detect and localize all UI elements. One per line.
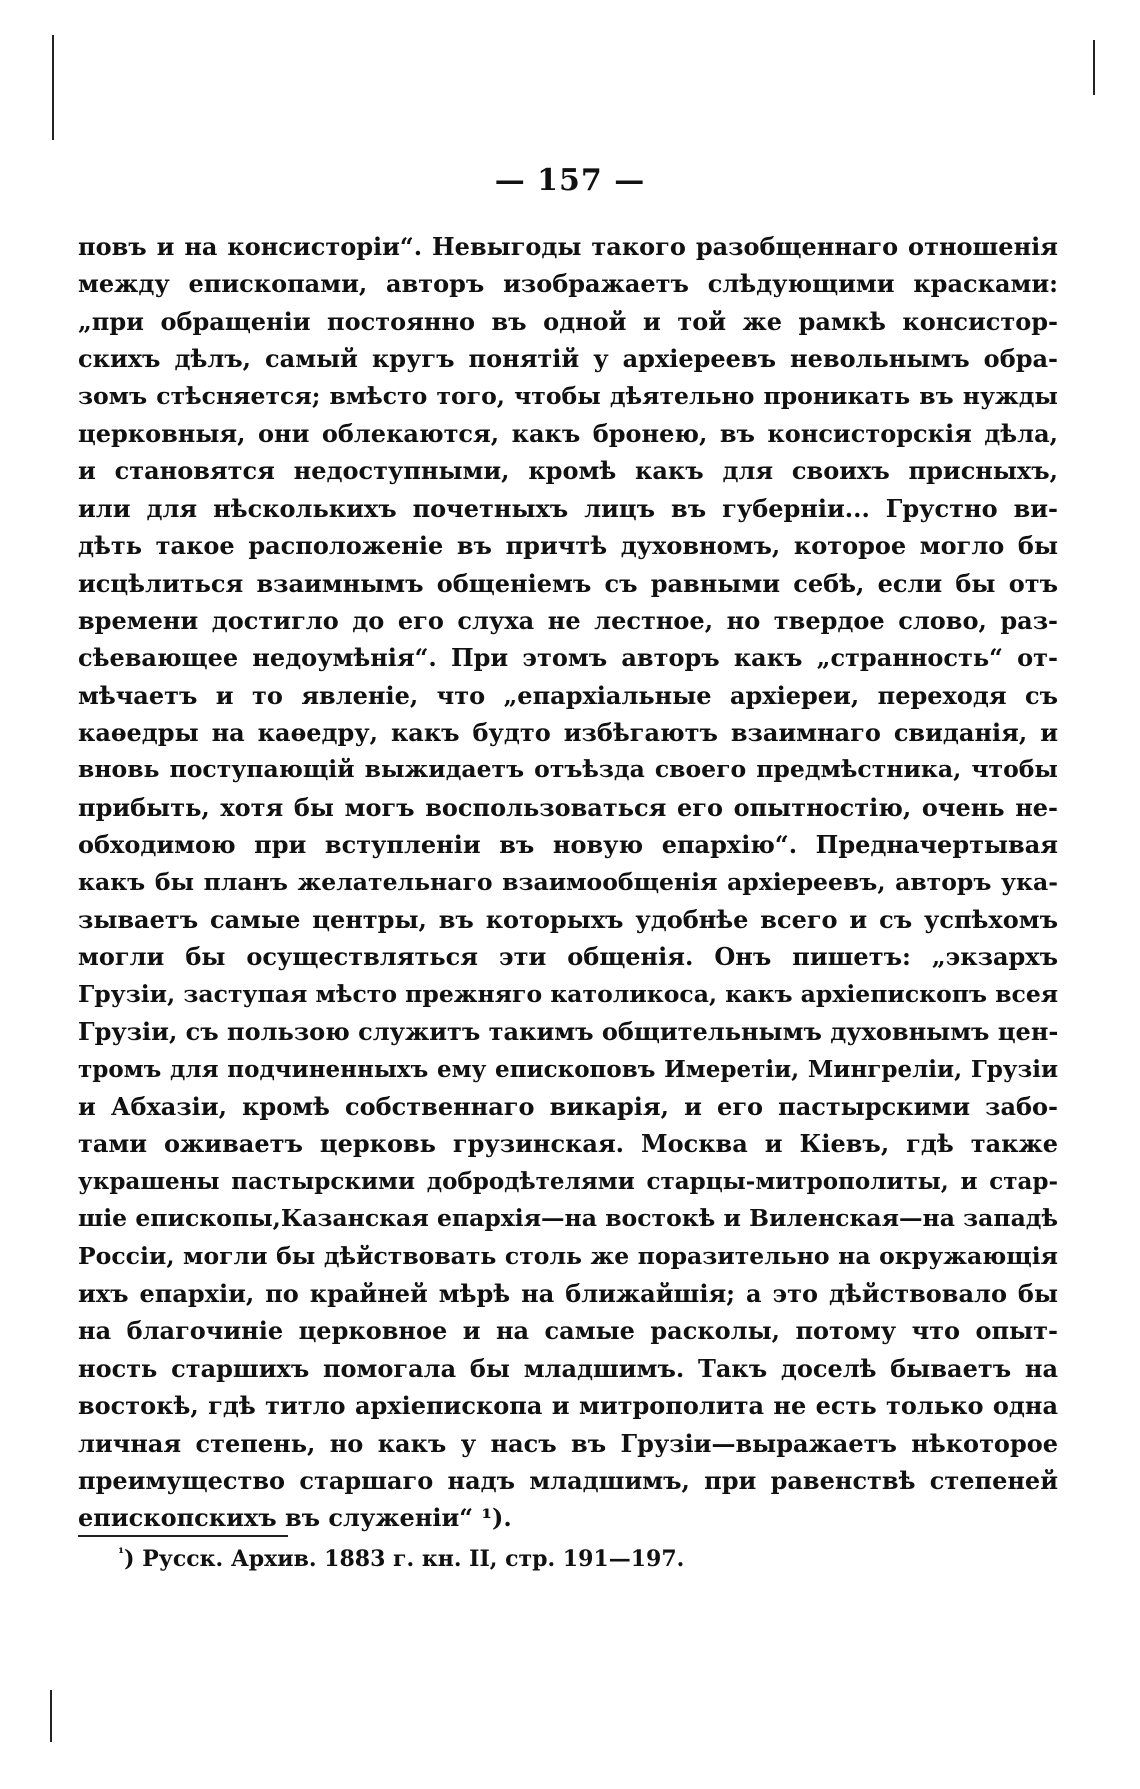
text-line: тромъ для подчиненныхъ ему епископовъ Имеретіи, Мингреліи, Грузіи — [78, 1055, 1058, 1083]
text-line: скихъ дѣлъ, самый кругъ понятій у архіереевъ невольнымъ обра- — [78, 344, 1058, 374]
text-line: обходимою при вступленіи въ новую епархію“. Предначертывая — [78, 830, 1058, 860]
text-line: Грузіи, заступая мѣсто прежняго католикоса, какъ архіепископъ всея — [78, 979, 1058, 1008]
text-line: ность старшихъ помогала бы младшимъ. Такъ доселѣ бываетъ на — [78, 1353, 1058, 1383]
footnote-rule — [78, 1535, 288, 1537]
text-line: повъ и на консисторіи“. Невыгоды такого разобщеннаго отношенія — [78, 232, 1058, 261]
text-line: каѳедры на каѳедру, какъ будто избѣгаютъ взаимнаго свиданія, и — [78, 718, 1058, 748]
text-line: востокѣ, гдѣ титло архіепископа и митрополита не есть только одна — [78, 1391, 1058, 1421]
text-line: ихъ епархіи, по крайней мѣрѣ на ближайшія; а это дѣйствовало бы — [78, 1278, 1058, 1308]
text-line: „при обращеніи постоянно въ одной и той же рамкѣ консистор- — [78, 306, 1058, 336]
text-line: преимущество старшаго надъ младшимъ, при равенствѣ степеней — [78, 1465, 1058, 1495]
text-line: церковныя, они облекаются, какъ бронею, въ консисторскія дѣла, — [78, 418, 1058, 448]
text-line-last: епископскихъ въ служеніи“ ¹). — [78, 1503, 512, 1533]
text-line: украшены пастырскими добродѣтелями старцы-митрополиты, и стар- — [78, 1167, 1058, 1195]
text-line: личная степень, но какъ у насъ въ Грузіи—выражаетъ нѣкоторое — [78, 1428, 1058, 1458]
text-line: мѣчаетъ и то явленіе, что „епархіальные архіереи, переходя съ — [78, 680, 1058, 710]
text-line: между епископами, авторъ изображаетъ слѣдующими красками: — [78, 269, 1058, 299]
text-line: зомъ стѣсняется; вмѣсто того, чтобы дѣятельно проникать въ нужды — [78, 381, 1058, 410]
footnote-text: ) Русск. Архив. 1883 г. кн. II, стр. 191—197. — [124, 1546, 685, 1572]
scan-edge-mark-right — [1093, 40, 1095, 95]
text-line: Грузіи, съ пользою служитъ такимъ общительнымъ духовнымъ цен- — [78, 1017, 1058, 1047]
body-text — [78, 228, 1058, 1537]
text-line: и становятся недоступными, кромѣ какъ для своихъ присныхъ, — [78, 456, 1058, 486]
text-line: тами оживаетъ церковь грузинская. Москва и Кіевъ, гдѣ также — [78, 1129, 1058, 1159]
text-line: времени достигло до его слуха не лестное, но твердое слово, раз- — [78, 605, 1058, 635]
page-number: — 157 — — [494, 163, 646, 198]
text-line: Россіи, могли бы дѣйствовать столь же поразительно на окружающія — [78, 1241, 1058, 1270]
text-line: дѣть такое расположеніе въ причтѣ духовномъ, которое могло бы — [78, 531, 1058, 561]
text-line: вновь поступающій выжидаетъ отъѣзда своего предмѣстника, чтобы — [78, 755, 1058, 784]
footnote-marker: ¹ — [118, 1546, 125, 1562]
footnote — [118, 1546, 684, 1572]
text-line: сѣевающее недоумѣнія“. При этомъ авторъ какъ „странность“ от- — [78, 643, 1058, 673]
text-line: зываетъ самые центры, въ которыхъ удобнѣе всего и съ успѣхомъ — [78, 905, 1058, 935]
text-line: могли бы осуществляться эти общенія. Онъ пишетъ: „экзархъ — [78, 942, 1058, 972]
scan-edge-mark-left — [52, 35, 54, 140]
text-line: шіе епископы,Казанская епархія—на востокѣ и Виленская—на западѣ — [78, 1204, 1058, 1233]
text-line: прибыть, хотя бы могъ воспользоваться его опытностію, очень не- — [78, 792, 1058, 822]
text-line: на благочиніе церковное и на самые расколы, потому что опыт- — [78, 1316, 1058, 1346]
text-line: исцѣлиться взаимнымъ общеніемъ съ равными себѣ, если бы отъ — [78, 568, 1058, 598]
scan-edge-mark-bottom-left — [50, 1690, 52, 1742]
text-line: какъ бы планъ желательнаго взаимообщенія архіереевъ, авторъ ука- — [78, 867, 1058, 896]
text-line: и Абхазіи, кромѣ собственнаго викарія, и его пастырскими забо- — [78, 1091, 1058, 1121]
text-line: или для нѣсколькихъ почетныхъ лицъ въ губерніи... Грустно ви- — [78, 493, 1058, 523]
